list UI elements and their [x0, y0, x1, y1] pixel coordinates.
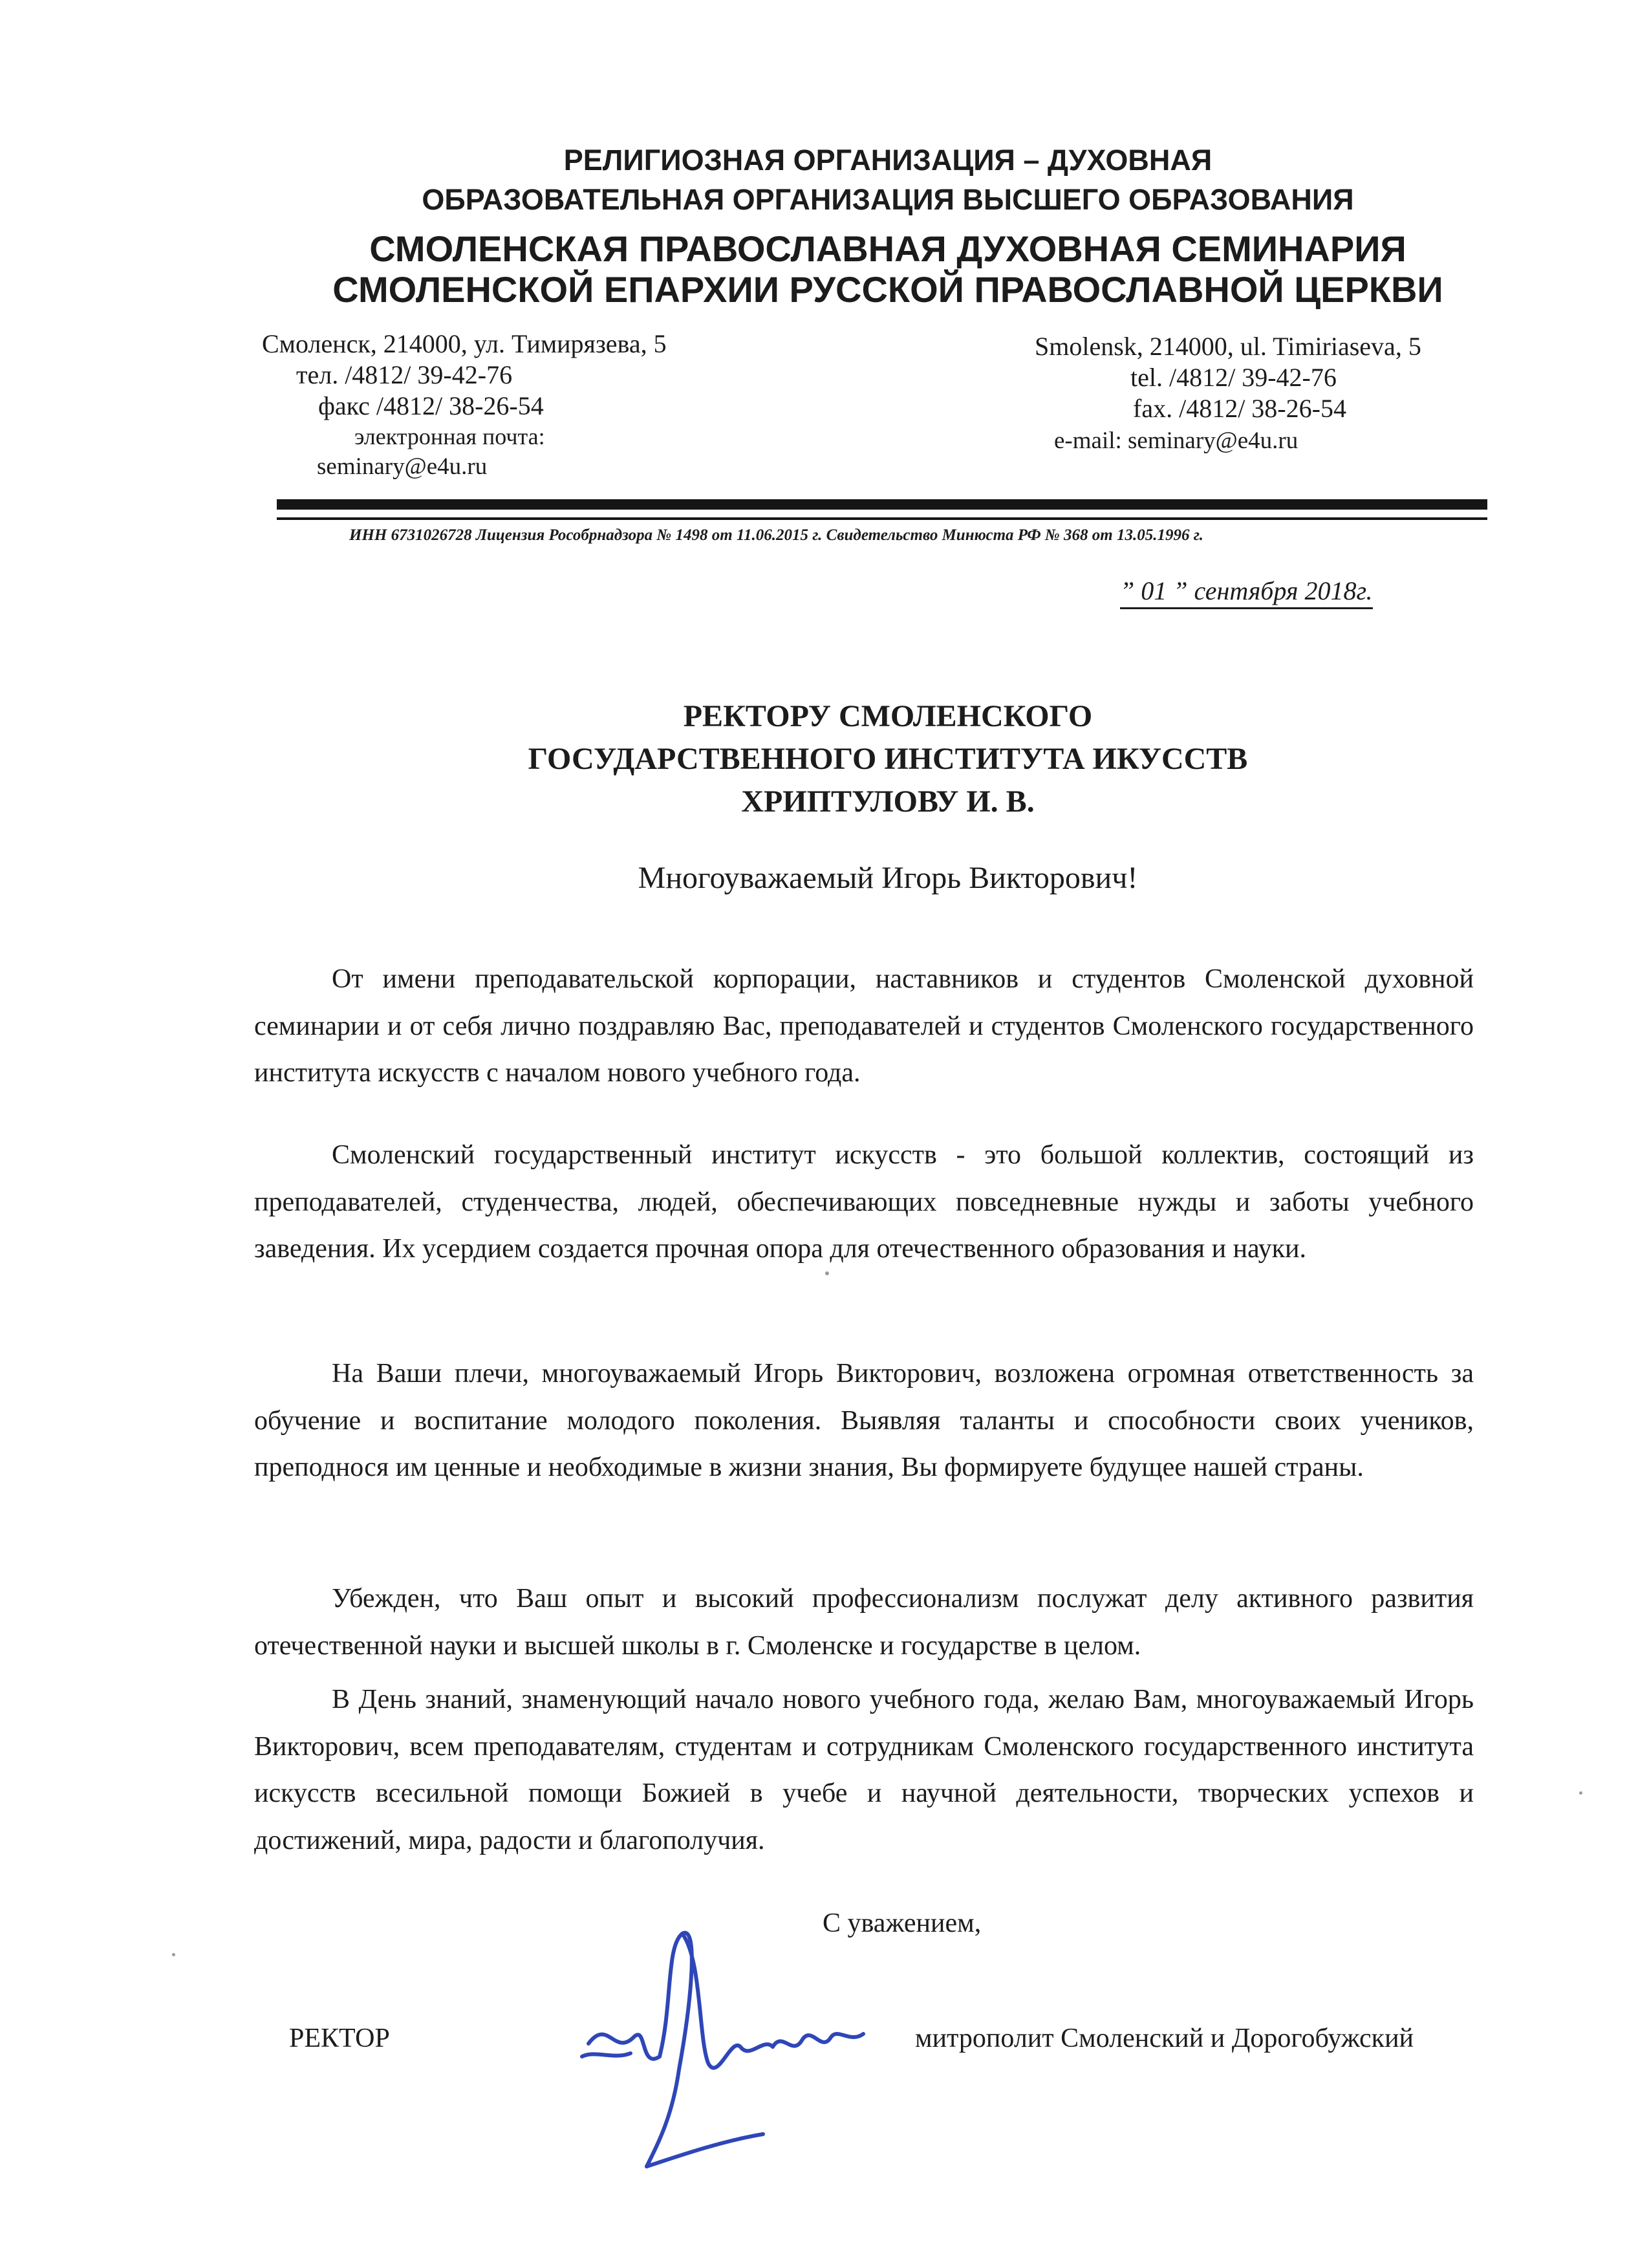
- signer-title: РЕКТОР: [289, 2024, 390, 2053]
- body-paragraph-5: В День знаний, знаменующий начало нового учебного года, желаю Вам, многоуважаемый Игорь Викторович, всем преподавателям, студентам и сотрудникам Смоленского государственного института искусств всесильной помощи Божией в учебе и научной деятельности, творческих успехов и достижений, мира, радости и благополучия.: [254, 1685, 1474, 1855]
- addressee-line-1: РЕКТОРУ СМОЛЕНСКОГО: [683, 699, 1093, 733]
- salutation: Многоуважаемый Игорь Викторович!: [638, 861, 1138, 895]
- letterhead-divider-thin: [277, 517, 1487, 520]
- address-en-street: Smolensk, 214000, ul. Timiriaseva, 5: [1035, 332, 1421, 361]
- seminary-name-line-2: СМОЛЕНСКОЙ ЕПАРХИИ РУССКОЙ ПРАВОСЛАВНОЙ ЦЕРКВИ: [332, 269, 1443, 310]
- scan-speck: [172, 1953, 175, 1956]
- address-ru-email: seminary@e4u.ru: [317, 453, 488, 480]
- address-ru-phone: тел. /4812/ 39-42-76: [296, 360, 513, 389]
- body-paragraph-4: Убежден, что Ваш опыт и высокий профессионализм послужат делу активного развития отечественной науки и высшей школы в г. Смоленске и государстве в целом.: [254, 1584, 1474, 1661]
- handwritten-signature: [569, 1908, 879, 2179]
- signer-name: митрополит Смоленский и Дорогобужский: [915, 2024, 1414, 2053]
- addressee-line-3: ХРИПТУЛОВУ И. В.: [741, 784, 1035, 819]
- letterhead-divider-thick: [277, 499, 1487, 510]
- org-type-line-1: РЕЛИГИОЗНАЯ ОРГАНИЗАЦИЯ – ДУХОВНАЯ: [563, 144, 1212, 177]
- address-ru-street: Смоленск, 214000, ул. Тимирязева, 5: [262, 329, 667, 358]
- scan-speck: [825, 1271, 829, 1275]
- closing-phrase: С уважением,: [823, 1908, 982, 1938]
- body-paragraph-3: На Ваши плечи, многоуважаемый Игорь Викторович, возложена огромная ответственность за обучение и воспитание молодого поколения. Выявляя таланты и способности своих учеников, преподнося им ценные и необходимые в жизни знания, Вы формируете будущее нашей страны.: [254, 1359, 1474, 1482]
- body-paragraph-1: От имени преподавательской корпорации, наставников и студентов Смоленской духовной семинарии и от себя лично поздравляю Вас, преподавателей и студентов Смоленского государственного института искусств с началом нового учебного года.: [254, 964, 1474, 1088]
- address-ru-email-label: электронная почта:: [354, 424, 545, 449]
- address-en-fax: fax. /4812/ 38-26-54: [1133, 394, 1346, 423]
- seminary-name-line-1: СМОЛЕНСКАЯ ПРАВОСЛАВНАЯ ДУХОВНАЯ СЕМИНАРИЯ: [369, 228, 1406, 269]
- body-paragraph-2: Смоленский государственный институт искусств - это большой коллектив, состоящий из преподавателей, студенчества, людей, обеспечивающих повседневные нужды и заботы учебного заведения. Их усердием создается прочная опора для отечественного образования и науки.: [254, 1140, 1474, 1264]
- scan-speck: [1579, 1791, 1582, 1795]
- address-en-phone: tel. /4812/ 39-42-76: [1130, 363, 1337, 392]
- signature-drawing: [569, 1908, 879, 2179]
- addressee-line-2: ГОСУДАРСТВЕННОГО ИНСТИТУТА ИКУССТВ: [528, 742, 1248, 776]
- letter-date: ” 01 ” сентября 2018г.: [1120, 576, 1373, 609]
- address-ru-fax: факс /4812/ 38-26-54: [318, 391, 544, 420]
- registration-info: ИНН 6731026728 Лицензия Рособрнадзора № 1498 от 11.06.2015 г. Свидетельство Минюста РФ № 368 от 13.05.1996 г.: [349, 526, 1203, 544]
- org-type-line-2: ОБРАЗОВАТЕЛЬНАЯ ОРГАНИЗАЦИЯ ВЫСШЕГО ОБРАЗОВАНИЯ: [422, 183, 1354, 216]
- address-en-email: e-mail: seminary@e4u.ru: [1054, 427, 1299, 454]
